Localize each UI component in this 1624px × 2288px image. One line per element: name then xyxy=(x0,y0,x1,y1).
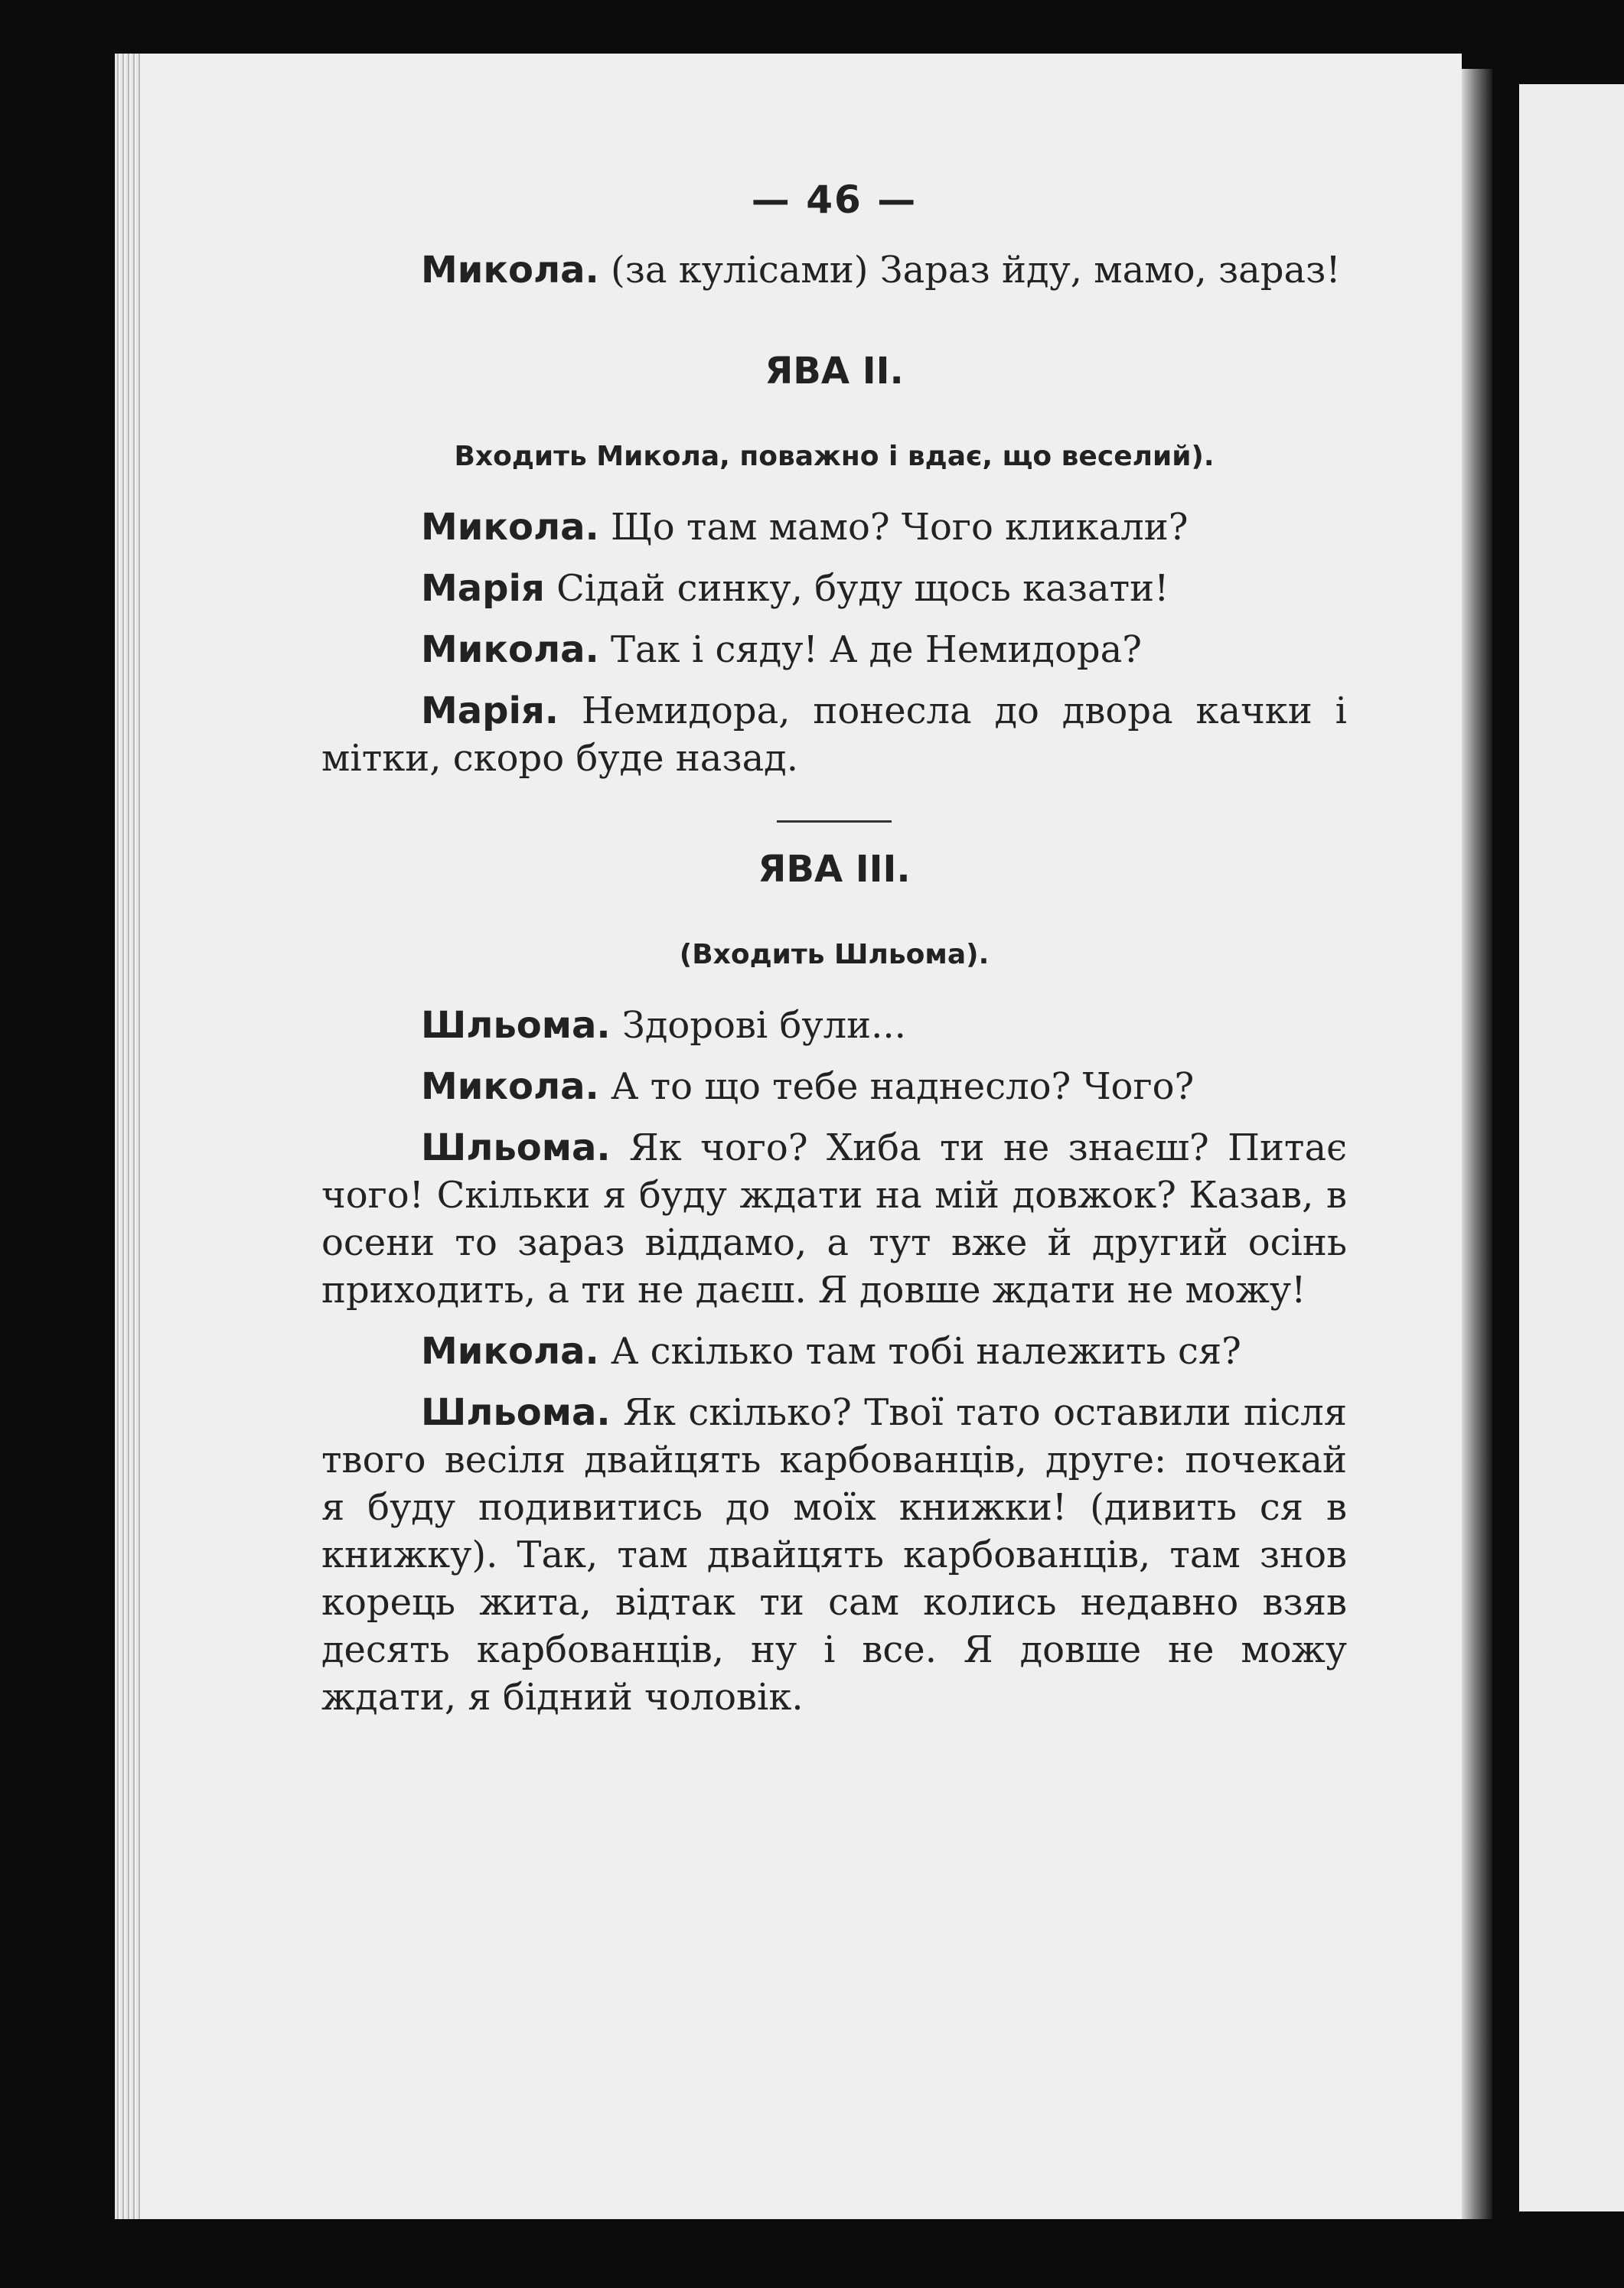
stage-direction: (Входить Шльома). xyxy=(679,939,990,970)
dialogue-text: (за кулісами) Зараз йду, мамо, зараз! xyxy=(611,249,1341,292)
dialogue-text: А то що тебе наднесло? Чого? xyxy=(611,1065,1195,1108)
scene-heading: ЯВА II. xyxy=(765,350,904,393)
speaker-name: Шльома. xyxy=(421,1391,611,1434)
book-gutter xyxy=(1462,69,1492,2219)
dialogue-line xyxy=(321,565,1347,612)
dialogue-line xyxy=(321,1063,1347,1110)
page-text xyxy=(321,176,1347,1735)
speaker-name: Микола. xyxy=(421,506,599,549)
dialogue-line xyxy=(321,1328,1347,1375)
speaker-name: Шльома. xyxy=(421,1004,611,1047)
text-blocks xyxy=(321,246,1347,1721)
dialogue-text: Як чого? Хиба ти не знаєш? Питає чого! Скільки я буду ждати на мій довжок? Казав, в осени то зараз віддамо, а тут вже й другий осінь приходить, а ти не даєш. Я довше ждати не можу! xyxy=(321,1126,1347,1312)
dialogue-text: Так і сяду! А де Немидора? xyxy=(611,628,1142,671)
dialogue-text: Як скілько? Твої тато оставили після твого весіля двайцять карбованців, друге: почекай я буду подивитись до моїх книжки! (дивить ся в книжку). Так, там двайцять карбованців, там знов корець жита, відтак ти сам колись недавно взяв десять карбованців, ну і все. Я довше не можу ждати, я бідний чоловік. xyxy=(321,1391,1347,1719)
page-number: — 46 — xyxy=(751,178,918,222)
dialogue-text: Сідай синку, буду щось казати! xyxy=(556,567,1169,610)
speaker-name: Микола. xyxy=(421,1330,599,1373)
speaker-name: Шльома. xyxy=(421,1126,611,1169)
section-rule xyxy=(777,820,892,823)
dialogue-line xyxy=(321,626,1347,673)
dialogue-text: Немидора, понесла до двора качки і мітки, скоро буде назад. xyxy=(321,689,1347,780)
scene-heading: ЯВА III. xyxy=(758,848,911,891)
stage-direction: Входить Микола, поважно і вдає, що веселий). xyxy=(454,441,1215,472)
dialogue-line xyxy=(321,1389,1347,1721)
speaker-name: Микола. xyxy=(421,1065,599,1108)
dialogue-text: А скілько там тобі належить ся? xyxy=(611,1330,1241,1373)
dialogue-text: Здорові були... xyxy=(621,1004,906,1047)
speaker-name: Микола. xyxy=(421,628,599,671)
dialogue-line xyxy=(321,504,1347,551)
dialogue-line xyxy=(321,1002,1347,1049)
dialogue-line xyxy=(321,1124,1347,1314)
speaker-name: Марія. xyxy=(421,689,559,732)
dialogue-line xyxy=(321,687,1347,782)
speaker-name: Марія xyxy=(421,567,545,610)
next-page-edge xyxy=(1519,84,1624,2211)
speaker-name: Микола. xyxy=(421,249,599,292)
dialogue-text: Що там мамо? Чого кликали? xyxy=(611,506,1189,549)
dialogue-line xyxy=(321,246,1347,294)
